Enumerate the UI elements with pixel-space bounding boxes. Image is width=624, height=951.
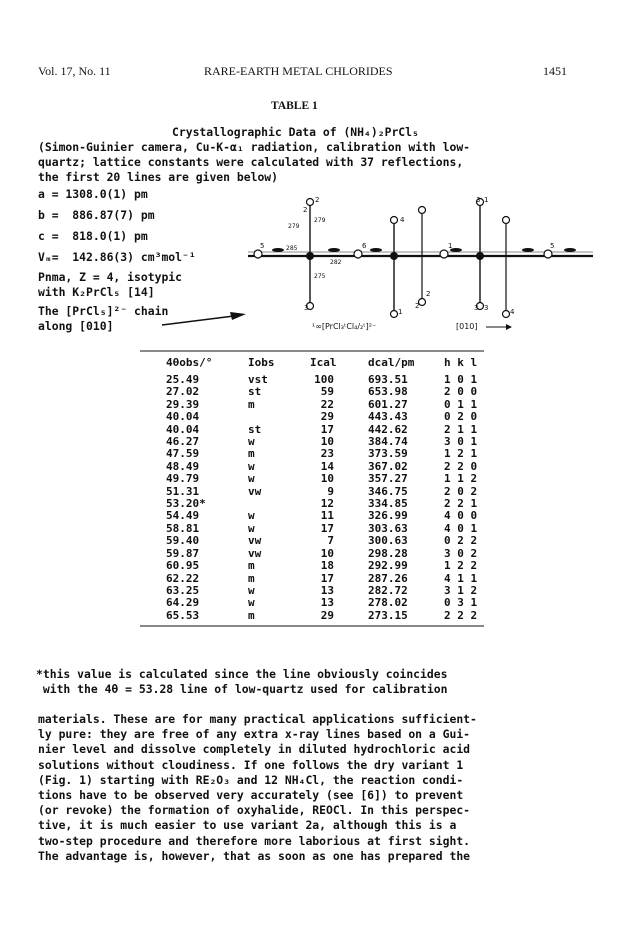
cell-hkl: 2 2 2 [444, 608, 478, 622]
cell-iobs: m [248, 397, 255, 411]
cell-ical: 13 [320, 596, 334, 610]
cell-4theta: 58.81 [166, 521, 200, 535]
svg-text:2: 2 [315, 196, 320, 204]
svg-text:3: 3 [476, 196, 481, 204]
cell-dcal: 373.59 [368, 447, 408, 461]
cell-4theta: 47.59 [166, 447, 200, 461]
table-row [140, 386, 498, 398]
cell-ical: 7 [327, 534, 334, 548]
cell-iobs: m [248, 447, 255, 461]
cell-4theta: 40.04 [166, 410, 200, 424]
cell-dcal: 298.28 [368, 546, 408, 560]
cell-iobs: w [248, 596, 255, 610]
cell-ical: 22 [320, 397, 334, 411]
lattice-constant-b: b = 886.87(7) pm [38, 208, 155, 222]
cell-hkl: 1 1 2 [444, 472, 478, 486]
cell-dcal: 601.27 [368, 397, 408, 411]
lattice-constant-a: a = 1308.0(1) pm [38, 187, 148, 201]
cell-iobs: st [248, 422, 262, 436]
lattice-constant-c: c = 818.0(1) pm [38, 229, 148, 243]
cell-iobs: w [248, 435, 255, 449]
cell-4theta: 51.31 [166, 484, 200, 498]
cell-4theta: 62.22 [166, 571, 200, 585]
cell-dcal: 443.43 [368, 410, 408, 424]
table-row [140, 597, 498, 609]
cell-iobs: st [248, 385, 262, 399]
svg-text:3: 3 [474, 304, 479, 312]
cell-dcal: 384.74 [368, 435, 408, 449]
cell-ical: 14 [320, 459, 334, 473]
cell-iobs: vw [248, 534, 262, 548]
cell-ical: 29 [320, 410, 334, 424]
space-group: Pnma, Z = 4, isotypic [38, 270, 183, 284]
molar-volume: Vₘ= 142.86(3) cm³mol⁻¹ [38, 250, 196, 264]
cell-ical: 10 [320, 546, 334, 560]
cell-4theta: 48.49 [166, 459, 200, 473]
cell-dcal: 442.62 [368, 422, 408, 436]
cell-iobs: w [248, 472, 255, 486]
cell-hkl: 1 2 2 [444, 559, 478, 573]
cell-dcal: 282.72 [368, 583, 408, 597]
svg-text:2: 2 [426, 290, 431, 298]
cell-ical: 13 [320, 583, 334, 597]
cell-iobs: w [248, 521, 255, 535]
cell-dcal: 303.63 [368, 521, 408, 535]
cell-ical: 9 [327, 484, 334, 498]
col-header-iobs: Iobs [248, 356, 275, 369]
cell-ical: 29 [320, 608, 334, 622]
cell-iobs [248, 498, 310, 510]
svg-text:4: 4 [510, 308, 515, 316]
cell-iobs: vw [248, 546, 262, 560]
body-text-line: ly pure: they are free of any extra x-ray lines based on a Gui- [38, 727, 471, 742]
svg-text:2: 2 [303, 206, 308, 214]
footnote-line-2: with the 4θ = 53.28 line of low-quartz used for calibration [36, 682, 448, 696]
body-text-line: (or revoke) the formation of oxyhalide, REOCl. In this perspec- [38, 803, 471, 818]
cell-iobs: vst [248, 373, 268, 386]
powder-diffraction-table [140, 356, 498, 622]
table-row [140, 560, 498, 572]
svg-text:3: 3 [484, 304, 489, 312]
table-body [140, 374, 498, 622]
cell-iobs: w [248, 583, 255, 597]
isotypic-compound: with K₂PrCl₅ [14] [38, 285, 155, 299]
cell-iobs: m [248, 571, 255, 585]
table-rule-top [140, 350, 484, 352]
cell-ical: 10 [320, 472, 334, 486]
cell-4theta: 59.40 [166, 534, 200, 548]
cell-ical: 59 [320, 385, 334, 399]
cell-dcal: 653.98 [368, 385, 408, 399]
cell-4theta: 60.95 [166, 559, 200, 573]
cell-dcal: 287.26 [368, 571, 408, 585]
cell-iobs: vw [248, 484, 262, 498]
svg-text:1: 1 [484, 196, 489, 204]
pointer-arrow [160, 306, 250, 328]
cell-4theta: 46.27 [166, 435, 200, 449]
body-text-line: (Fig. 1) starting with RE₂O₃ and 12 NH₄Cl, the reaction condi- [38, 772, 464, 787]
cell-iobs [248, 411, 310, 423]
cell-4theta: 27.02 [166, 385, 200, 399]
body-text-line: two-step procedure and therefore more laborious at first sight. [38, 833, 471, 848]
cell-hkl: 2 0 2 [444, 484, 478, 498]
cell-hkl: 0 2 2 [444, 534, 478, 548]
table-row [140, 448, 498, 460]
cell-ical: 100 [314, 373, 334, 386]
cell-hkl: 2 0 0 [444, 385, 478, 399]
table-row [140, 411, 498, 423]
svg-text:5: 5 [260, 242, 265, 250]
cell-hkl: 2 2 1 [444, 497, 478, 511]
cell-dcal: 693.51 [368, 373, 408, 386]
cell-dcal: 334.85 [368, 497, 408, 511]
table-row [140, 473, 498, 485]
table-row [140, 510, 498, 522]
data-table-wrapper [140, 350, 498, 628]
body-text-line: tions have to be observed very accurately (see [6]) to prevent [38, 788, 464, 803]
cell-4theta: 59.87 [166, 546, 200, 560]
cell-dcal: 278.02 [368, 596, 408, 610]
cell-hkl: 3 1 2 [444, 583, 478, 597]
cell-iobs: m [248, 559, 255, 573]
svg-text:279: 279 [288, 223, 300, 230]
cell-hkl: 2 1 1 [444, 422, 478, 436]
cell-ical: 12 [320, 497, 334, 511]
cell-hkl: 1 2 1 [444, 447, 478, 461]
cell-hkl: 3 0 1 [444, 435, 478, 449]
cell-ical: 17 [320, 521, 334, 535]
cell-hkl: 0 3 1 [444, 596, 478, 610]
cell-hkl: 0 1 1 [444, 397, 478, 411]
cell-ical: 18 [320, 559, 334, 573]
svg-text:279: 279 [314, 217, 326, 224]
svg-text:282: 282 [330, 259, 342, 266]
col-header-hkl: h k l [444, 356, 478, 369]
svg-text:6: 6 [362, 242, 367, 250]
cell-dcal: 346.75 [368, 484, 408, 498]
cell-iobs: w [248, 459, 255, 473]
body-paragraph [38, 712, 477, 864]
footnote-line-1: *this value is calculated since the line obviously coincides [36, 667, 448, 681]
cell-ical: 17 [320, 571, 334, 585]
figure-direction-label: [010] [456, 322, 478, 331]
cell-hkl: 0 2 0 [444, 410, 478, 424]
body-text-line: nier level and dissolve completely in diluted hydrochloric acid [38, 742, 471, 757]
svg-text:285: 285 [286, 245, 298, 252]
running-header-title: RARE-EARTH METAL CHLORIDES [204, 64, 393, 78]
svg-text:3: 3 [304, 304, 309, 312]
cell-4theta: 53.20* [166, 497, 206, 511]
cell-4theta: 65.53 [166, 608, 200, 622]
cell-hkl: 3 0 2 [444, 546, 478, 560]
svg-text:275: 275 [314, 273, 326, 280]
col-header-4theta: 4θobs/° [166, 356, 213, 369]
body-text-line: tive, it is much easier to use variant 2a, although this is a [38, 818, 457, 833]
table-caption-line-1: Crystallographic Data of (NH₄)₂PrCl₅ [172, 125, 419, 139]
table-caption-line-4: the first 20 lines are given below) [38, 170, 279, 184]
table-row [140, 535, 498, 547]
svg-text:2: 2 [415, 302, 420, 310]
cell-dcal: 326.99 [368, 509, 408, 523]
chain-label-1: The [PrCl₅]²⁻ chain [38, 304, 169, 318]
cell-4theta: 54.49 [166, 509, 200, 523]
cell-4theta: 63.25 [166, 583, 200, 597]
cell-iobs: m [248, 608, 255, 622]
cell-4theta: 29.39 [166, 397, 200, 411]
chain-label-2: along [010] [38, 319, 114, 333]
cell-ical: 11 [320, 509, 334, 523]
page-number: 1451 [543, 64, 567, 78]
table-label: TABLE 1 [271, 100, 318, 112]
body-text-line: The advantage is, however, that as soon as one has prepared the [38, 848, 471, 863]
cell-hkl: 4 0 0 [444, 509, 478, 523]
table-caption-line-2: (Simon-Guinier camera, Cu-K-α₁ radiation, calibration with low- [38, 140, 471, 154]
direction-arrow [484, 322, 514, 332]
cell-4theta: 25.49 [166, 373, 200, 386]
running-header-volume: Vol. 17, No. 11 [38, 64, 111, 78]
cell-ical: 17 [320, 422, 334, 436]
chain-structure-figure [248, 192, 598, 337]
cell-hkl: 4 0 1 [444, 521, 478, 535]
figure-formula-label: ¹∞[PrCl₃ᵗCl₄/₂ᵗ]²⁻ [312, 322, 377, 331]
col-header-dcal: dcal/pm [368, 356, 415, 369]
cell-4theta: 40.04 [166, 422, 200, 436]
svg-text:4: 4 [400, 216, 405, 224]
cell-iobs: w [248, 509, 255, 523]
body-text-line: solutions without cloudiness. If one follows the dry variant 1 [38, 757, 464, 772]
cell-hkl: 2 2 0 [444, 459, 478, 473]
svg-text:5: 5 [550, 242, 555, 250]
cell-dcal: 357.27 [368, 472, 408, 486]
table-row [140, 610, 498, 622]
cell-dcal: 273.15 [368, 608, 408, 622]
cell-dcal: 292.99 [368, 559, 408, 573]
svg-text:1: 1 [398, 308, 403, 316]
cell-4theta: 49.79 [166, 472, 200, 486]
table-rule-bottom [140, 622, 484, 628]
cell-hkl: 4 1 1 [444, 571, 478, 585]
cell-ical: 23 [320, 447, 334, 461]
body-text-line: materials. These are for many practical applications sufficient- [38, 712, 477, 726]
cell-dcal: 300.63 [368, 534, 408, 548]
cell-dcal: 367.02 [368, 459, 408, 473]
col-header-ical: Ical [310, 356, 337, 369]
svg-text:1: 1 [448, 242, 453, 250]
cell-4theta: 64.29 [166, 596, 200, 610]
cell-ical: 10 [320, 435, 334, 449]
cell-hkl: 1 0 1 [444, 373, 478, 386]
table-caption-line-3: quartz; lattice constants were calculated with 37 reflections, [38, 155, 464, 169]
